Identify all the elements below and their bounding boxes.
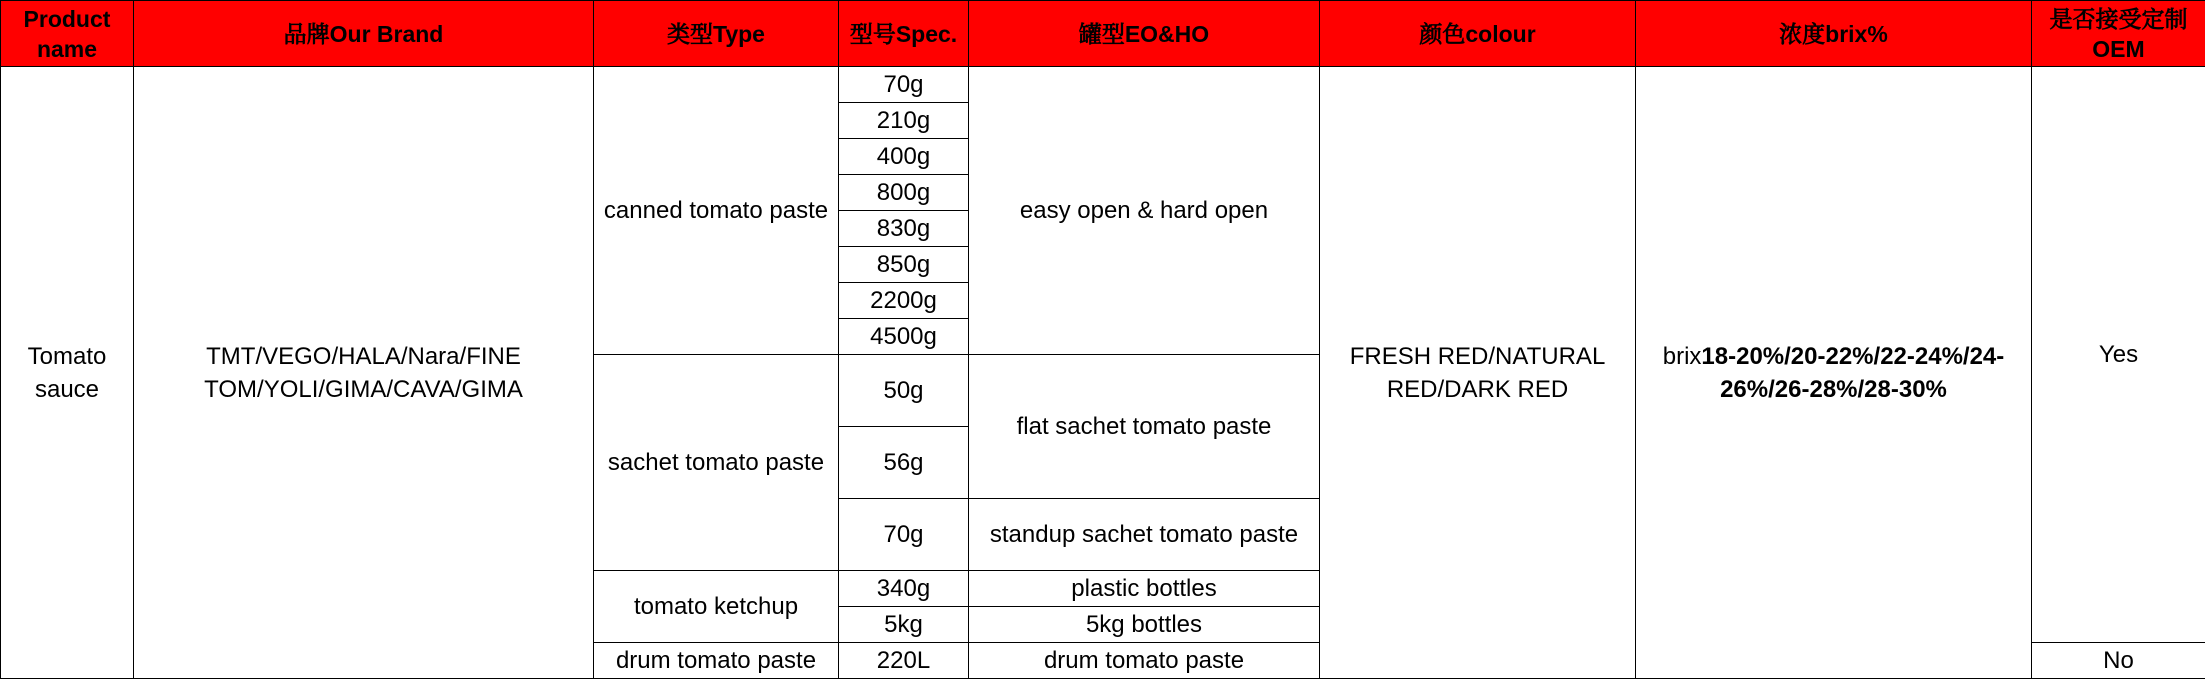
spec-cell: 70g xyxy=(839,499,969,571)
type-canned-cell: canned tomato paste xyxy=(594,67,839,355)
brand-cell: TMT/VEGO/HALA/Nara/FINE TOM/YOLI/GIMA/CAVA/GIMA xyxy=(134,67,594,679)
can-cell: 5kg bottles xyxy=(969,607,1320,643)
table-row xyxy=(1,67,2205,103)
header-type: 类型Type xyxy=(594,1,839,67)
type-ketchup-cell: tomato ketchup xyxy=(594,571,839,643)
spec-cell: 5kg xyxy=(839,607,969,643)
header-row xyxy=(1,1,2205,67)
brix-values: 18-20%/20-22%/22-24%/24-26%/26-28%/28-30% xyxy=(1701,342,2005,403)
oem-no-cell: No xyxy=(2032,643,2205,679)
spec-cell: 50g xyxy=(839,355,969,427)
spec-cell: 70g xyxy=(839,67,969,103)
can-cell: plastic bottles xyxy=(969,571,1320,607)
header-brand: 品牌Our Brand xyxy=(134,1,594,67)
can-flat-sachet-cell: flat sachet tomato paste xyxy=(969,355,1320,499)
spec-cell: 850g xyxy=(839,247,969,283)
spec-cell: 400g xyxy=(839,139,969,175)
type-drum-cell: drum tomato paste xyxy=(594,643,839,679)
can-standup-sachet-cell: standup sachet tomato paste xyxy=(969,499,1320,571)
can-canned-cell: easy open & hard open xyxy=(969,67,1320,355)
spec-cell: 830g xyxy=(839,211,969,247)
product-name-cell: Tomato sauce xyxy=(1,67,134,679)
header-oem: 是否接受定制OEM xyxy=(2032,1,2205,67)
header-can-type: 罐型EO&HO xyxy=(969,1,1320,67)
brix-cell xyxy=(1636,67,2032,679)
spec-cell: 210g xyxy=(839,103,969,139)
brix-prefix: brix xyxy=(1662,342,1702,370)
header-spec: 型号Spec. xyxy=(839,1,969,67)
can-drum-cell: drum tomato paste xyxy=(969,643,1320,679)
header-brix: 浓度brix% xyxy=(1636,1,2032,67)
spec-cell: 340g xyxy=(839,571,969,607)
spec-cell: 56g xyxy=(839,427,969,499)
type-sachet-cell: sachet tomato paste xyxy=(594,355,839,571)
spec-cell: 4500g xyxy=(839,319,969,355)
colour-cell: FRESH RED/NATURAL RED/DARK RED xyxy=(1320,67,1636,679)
oem-yes-cell: Yes xyxy=(2032,67,2205,643)
spec-cell: 2200g xyxy=(839,283,969,319)
spec-cell: 220L xyxy=(839,643,969,679)
spec-cell: 800g xyxy=(839,175,969,211)
header-product-name: Product name xyxy=(1,1,134,67)
header-colour: 颜色colour xyxy=(1320,1,1636,67)
